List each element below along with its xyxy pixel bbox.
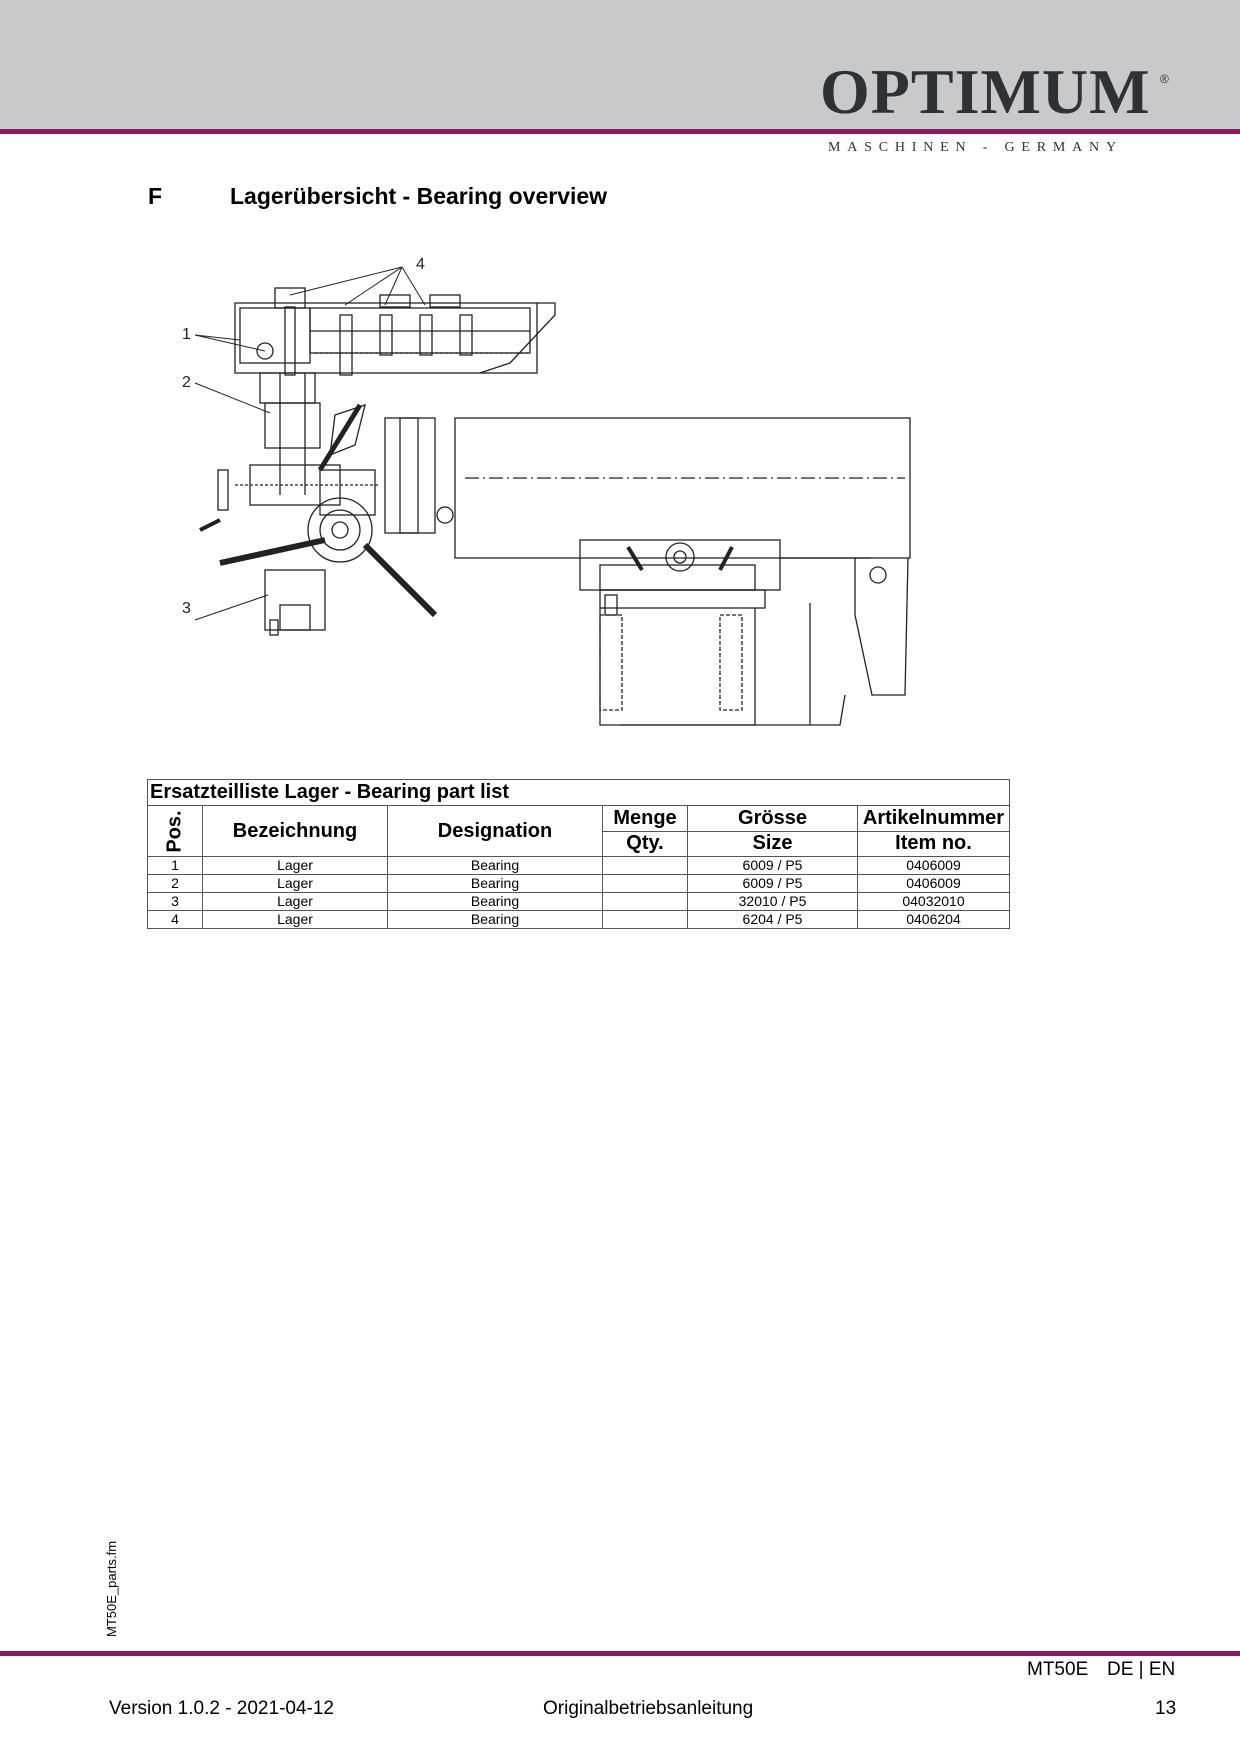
logo-subtitle: MASCHINEN - GERMANY [828, 140, 1123, 155]
cell-designation: Bearing [388, 911, 603, 929]
table-row [148, 857, 1010, 875]
optimum-logo [800, 58, 1200, 168]
bearing-part-list [147, 779, 1010, 929]
callout-2: 2 [182, 374, 191, 391]
cell-size: 6204 / P5 [688, 911, 858, 929]
cell-bezeichnung: Lager [203, 857, 388, 875]
bearing-overview-drawing [180, 245, 920, 735]
cell-size: 6009 / P5 [688, 857, 858, 875]
cell-item-no: 04032010 [858, 893, 1010, 911]
cell-bezeichnung: Lager [203, 893, 388, 911]
callout-1: 1 [182, 326, 191, 343]
section-title: Lagerübersicht - Bearing overview [230, 183, 608, 209]
cell-designation: Bearing [388, 875, 603, 893]
cell-bezeichnung: Lager [203, 875, 388, 893]
footer-model: MT50E [1027, 1659, 1089, 1680]
table-row [148, 893, 1010, 911]
cell-qty [603, 857, 688, 875]
cell-qty [603, 893, 688, 911]
header-menge: Menge [603, 806, 688, 832]
cell-size: 32010 / P5 [688, 893, 858, 911]
header-groesse: Grösse [688, 806, 858, 832]
cell-pos: 2 [148, 875, 203, 893]
page-number: 13 [1155, 1698, 1177, 1719]
cell-pos: 3 [148, 893, 203, 911]
cell-pos: 1 [148, 857, 203, 875]
horizontal-arm [385, 418, 910, 695]
gearbox-head [235, 288, 555, 375]
header-qty: Qty. [603, 831, 688, 857]
table-row [148, 911, 1010, 929]
cell-qty [603, 875, 688, 893]
cell-item-no: 0406009 [858, 857, 1010, 875]
header-artikelnummer: Artikelnummer [858, 806, 1010, 832]
section-letter: F [148, 183, 163, 209]
footer-doc-type: Originalbetriebsanleitung [543, 1698, 754, 1719]
callout-4: 4 [416, 256, 425, 273]
header-designation: Designation [388, 806, 603, 857]
table-caption: Ersatzteilliste Lager - Bearing part list [148, 780, 1010, 806]
cell-qty [603, 911, 688, 929]
footer-rule [0, 1651, 1240, 1656]
cell-item-no: 0406204 [858, 911, 1010, 929]
footer-languages: DE | EN [1107, 1659, 1176, 1680]
header-bezeichnung: Bezeichnung [203, 806, 388, 857]
cell-designation: Bearing [388, 857, 603, 875]
callout-3: 3 [182, 600, 191, 617]
footer-version: Version 1.0.2 - 2021-04-12 [109, 1698, 334, 1719]
logo-wordmark: OPTIMUM [820, 56, 1151, 127]
table-row [148, 875, 1010, 893]
cell-item-no: 0406009 [858, 875, 1010, 893]
cell-designation: Bearing [388, 893, 603, 911]
cell-size: 6009 / P5 [688, 875, 858, 893]
header-size: Size [688, 831, 858, 857]
cell-pos: 4 [148, 911, 203, 929]
logo-registered-mark: ® [1160, 72, 1169, 86]
callout-labels [182, 256, 425, 617]
header-item-no: Item no. [858, 831, 1010, 857]
cell-bezeichnung: Lager [203, 911, 388, 929]
side-file-label: MT50E_parts.fm [104, 1540, 119, 1637]
header-pos: Pos. [148, 806, 203, 857]
table-base [580, 540, 845, 725]
